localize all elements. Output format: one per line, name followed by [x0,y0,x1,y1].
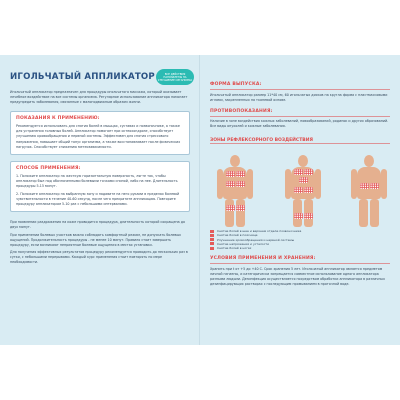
zone-marker [299,177,308,183]
zone-marker [304,213,313,219]
divider [210,263,390,264]
divider [210,89,390,90]
zone-marker [294,213,303,219]
indications-box [10,111,190,154]
storage-text: Хранить при t от +5 до +40 С. Срок хранения 5 лет. Игольчатый аппликатор является предметом личной гигиены, и категорически запрещается совместное использование одного аппликатора разными людьми. Дезинфекция осуществляется посредством обработки аппликатора в различных дезинфицирующих растворах с последующим промыванием в проточной воде. [210,266,385,287]
method-note: При появлении раздражения на коже проводится процедура, длительность которой сокращена до двух минут. [10,220,186,230]
storage-heading: УСЛОВИЯ ПРИМЕНЕНИЯ И ХРАНЕНИЯ: [210,256,316,262]
contra-text: Наличие в зоне воздействия кожных заболеваний, новообразований, родинок и других образований. Все виды опухолей и кожные заболевания. [210,119,389,129]
zone-marker [370,183,379,189]
legend-item: Улучшение кровообращения и нервной системы [210,238,390,242]
zone-marker [236,171,245,177]
method-note-3: Для получения эффективных результатов процедуру рекомендуется проводить до нескольких раз в сутки, с небольшими перерывами. Каждый курс применения стоит повторять по мере необходимости. [10,249,188,264]
zone-marker [294,187,303,193]
booklet-page [0,55,400,345]
indications-text: Рекомендуется использовать для снятия болей в мышцах, суставах и позвоночнике, а также для устранения головных болей. Аппликатор помогает при остеохондрозе, способствует улучшению кровообращения и нервной системы. Эффективен для снятия стрессового напряжения, повышает общий тонус организма, а также восстанавливает после физических нагрузок. Способствует снижению метеозависимости. [16,124,181,149]
body-side-figure [350,155,388,227]
right-page [200,55,400,345]
release-text: Игольчатый аппликатор размер 11*40 см, 60 игольчатых дисков на кругла форма с пластмассовыми иглами, закрепленных на тканевой основе. [210,92,388,102]
body-back-figure [284,155,322,227]
zone-marker [294,169,303,175]
zone-marker [226,181,235,187]
zone-marker [304,187,313,193]
method-step-2: 2. Положите аппликатор на выбранную зону и надавите на него руками в пределах болевой чувствительности в течение 40-60 секунд, после чего прекратите аппликацию. Повторите процедуру аппликатором 5-10 раз с небольшими интервалами. [16,192,180,207]
method-box [10,161,190,213]
zone-marker [226,205,235,211]
zone-marker [226,171,235,177]
intro-text: Игольчатый аппликатор предназначен для процедуры игольчатого массажа, который оказывает лечебное воздействие на все системы организма. Регулярное использование аппликатора помогает предупредить заболевания, связанные с малоподвижным образом жизни. [10,90,188,105]
badge: ВСЕ ДЕЙСТВИЯ НАПРАВЛЕНЫ НА УЛУЧШЕНИЕ ОРГАНИЗМА [156,69,194,85]
zone-marker [360,183,369,189]
legend-item: Снятие болей в ногах [210,246,390,250]
zone-marker [236,205,245,211]
indications-heading: ПОКАЗАНИЯ К ПРИМЕНЕНИЮ: [16,116,100,122]
divider [210,143,390,144]
zone-marker [304,169,313,175]
zone-marker [236,181,245,187]
method-note-2: При применении болевых участков важно соблюдать комфортный режим, не допускать болевых ощущений. Продолжительность процедуры - не менее 10 минут. Правило стоит завершать процедуру, если возникают неприятные болевые ощущения в местах установки. [10,232,182,247]
zones-legend [210,229,390,250]
divider [210,116,390,117]
method-step-1: 1. Положите аппликатор на жесткую горизонтальную поверхность, лягте так, чтобы аппликатор был под обозначенными болевыми точками спиной, либо на нее. Длительность процедуры 5-15 минут. [16,173,178,188]
contra-heading: ПРОТИВОПОКАЗАНИЯ: [210,108,273,114]
legend-item: Снятие болей в шее и верхнем отделе позвоночника [210,229,390,233]
zones-illustration [210,147,390,227]
legend-item: Снятие напряжения и усталости [210,242,390,246]
legend-item: Снятие болей в пояснице [210,233,390,237]
zones-heading: ЗОНЫ РЕФЛЕКСОРНОГО ВОЗДЕЙСТВИЯ [210,137,313,143]
method-heading: СПОСОБ ПРИМЕНЕНИЯ: [16,165,81,171]
release-heading: ФОРМА ВЫПУСКА: [210,82,262,87]
left-page [0,55,200,345]
page-title: ИГОЛЬЧАТЫЙ АППЛИКАТОР [10,72,155,82]
body-front-figure [216,155,254,227]
